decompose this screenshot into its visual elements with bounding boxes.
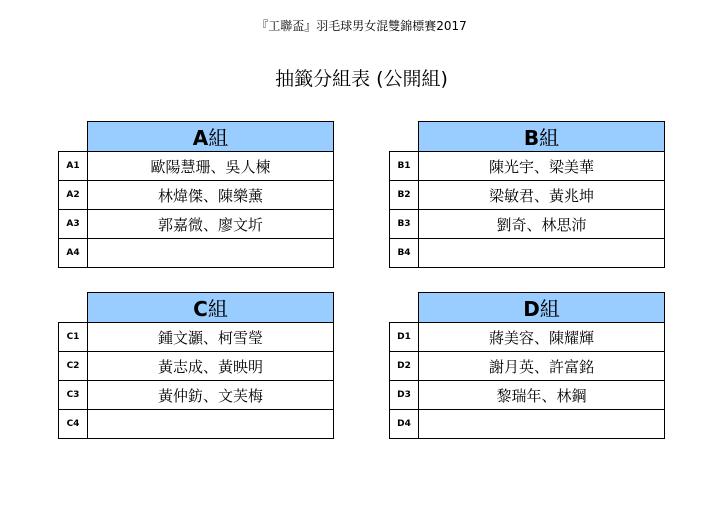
seed-code: C4 [59, 410, 88, 439]
header-spacer [390, 122, 419, 152]
table-row [390, 181, 665, 210]
pair-names [88, 410, 334, 439]
pair-names: 黃志成、黃映明 [88, 352, 334, 381]
group-header-row [390, 122, 665, 152]
header-spacer [59, 293, 88, 323]
table-row [59, 239, 334, 268]
seed-code: D2 [390, 352, 419, 381]
group-d-table [389, 292, 665, 439]
seed-code: D4 [390, 410, 419, 439]
pair-names: 劉奇、林思沛 [419, 210, 665, 239]
table-row [390, 152, 665, 181]
seed-code: A3 [59, 210, 88, 239]
table-row [59, 381, 334, 410]
group-header-row [59, 293, 334, 323]
group-header-row [59, 122, 334, 152]
group-letter: B [523, 126, 540, 150]
table-row [390, 410, 665, 439]
seed-code: A1 [59, 152, 88, 181]
group-c-header [88, 293, 334, 323]
group-suffix: 組 [207, 297, 228, 321]
draw-sheet-title: 抽籤分組表 (公開組) [275, 68, 448, 90]
table-row [390, 352, 665, 381]
pair-names: 鍾文灝、柯雪瑩 [88, 323, 334, 352]
table-row [390, 381, 665, 410]
group-suffix: 組 [208, 126, 229, 150]
group-a-header [88, 122, 334, 152]
seed-code: A2 [59, 181, 88, 210]
table-row [390, 239, 665, 268]
group-b-table [389, 121, 665, 268]
seed-code: A4 [59, 239, 88, 268]
seed-code: D1 [390, 323, 419, 352]
group-letter: D [523, 297, 540, 321]
pair-names: 陳光宇、梁美華 [419, 152, 665, 181]
seed-code: C2 [59, 352, 88, 381]
tournament-title: 『工聯盃』羽毛球男女混雙錦標賽2017 [256, 19, 467, 33]
pair-names: 黃仲鈁、文芙梅 [88, 381, 334, 410]
pair-names: 歐陽慧珊、吳人楝 [88, 152, 334, 181]
group-a-table [58, 121, 334, 268]
seed-code: D3 [390, 381, 419, 410]
table-row [59, 410, 334, 439]
group-suffix: 組 [539, 297, 560, 321]
pair-names: 謝月英、許富銘 [419, 352, 665, 381]
table-row [390, 210, 665, 239]
seed-code: C1 [59, 323, 88, 352]
group-letter: C [193, 297, 208, 321]
table-row [59, 210, 334, 239]
seed-code: B2 [390, 181, 419, 210]
pair-names: 黎瑞年、林鋼 [419, 381, 665, 410]
table-row [59, 323, 334, 352]
group-c-table [58, 292, 334, 439]
group-suffix: 組 [539, 126, 560, 150]
table-row [59, 152, 334, 181]
pair-names: 蔣美容、陳耀輝 [419, 323, 665, 352]
pair-names [419, 239, 665, 268]
group-d-header [419, 293, 665, 323]
pair-names: 梁敏君、黃兆坤 [419, 181, 665, 210]
table-row [390, 323, 665, 352]
pair-names [419, 410, 665, 439]
header-spacer [390, 293, 419, 323]
table-row [59, 181, 334, 210]
header-spacer [59, 122, 88, 152]
table-row [59, 352, 334, 381]
group-header-row [390, 293, 665, 323]
pair-names: 郭嘉微、廖文圻 [88, 210, 334, 239]
seed-code: B4 [390, 239, 419, 268]
seed-code: C3 [59, 381, 88, 410]
pair-names [88, 239, 334, 268]
pair-names: 林煒傑、陳樂薰 [88, 181, 334, 210]
seed-code: B3 [390, 210, 419, 239]
seed-code: B1 [390, 152, 419, 181]
group-b-header [419, 122, 665, 152]
group-letter: A [192, 126, 209, 150]
